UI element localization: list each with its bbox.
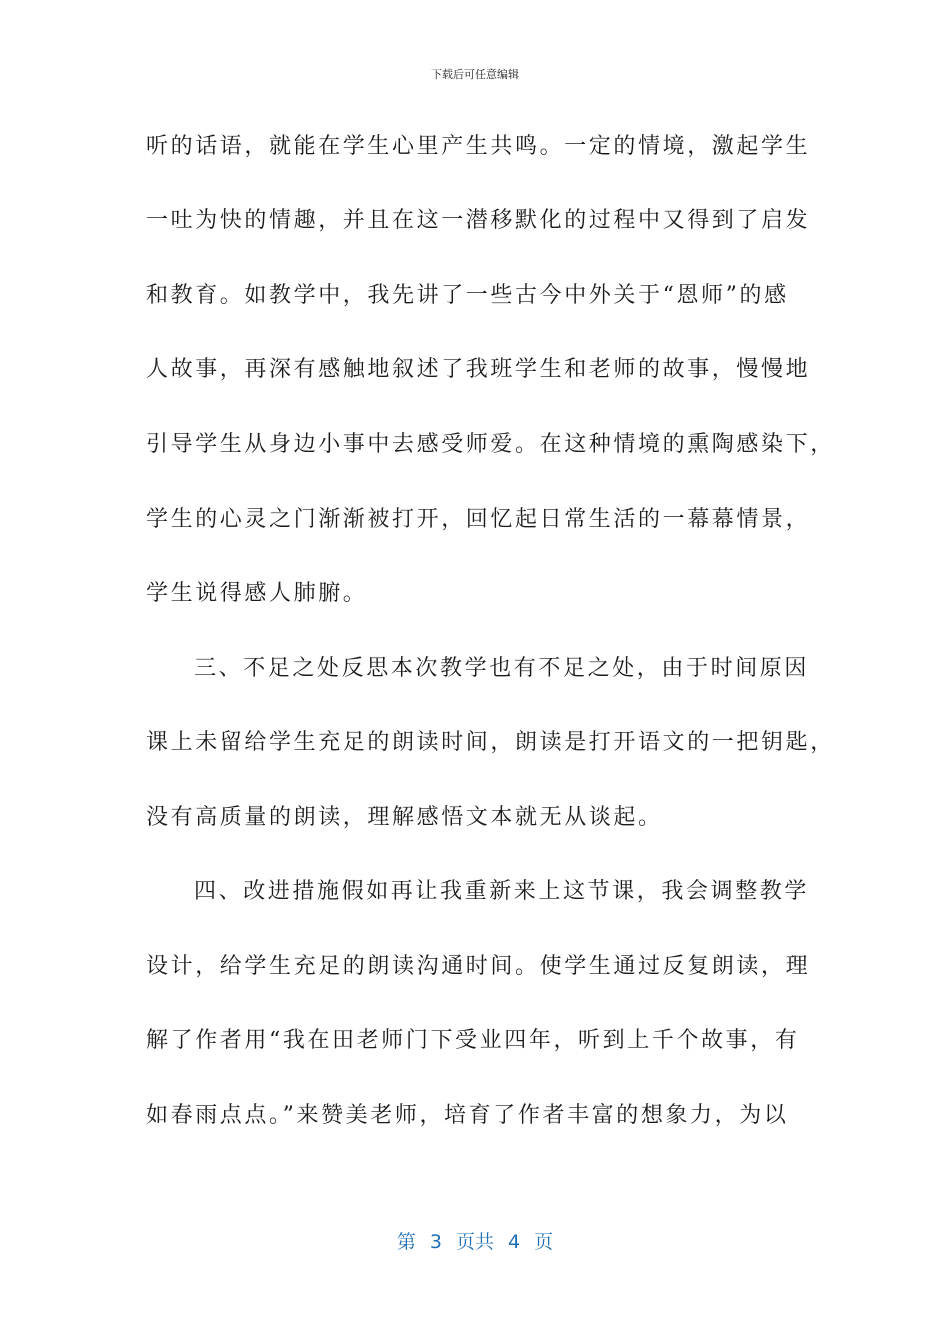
text-line: 四、改进措施假如再让我重新来上这节课，我会调整教学 bbox=[194, 879, 810, 904]
text-line: 一吐为快的情趣，并且在这一潜移默化的过程中又得到了启发 bbox=[146, 208, 811, 233]
page-number-footer: 第 3 页共 4 页 bbox=[396, 1231, 554, 1253]
text-line: 三、不足之处反思本次教学也有不足之处，由于时间原因 bbox=[194, 656, 810, 681]
text-line: 没有高质量的朗读，理解感悟文本就无从谈起。 bbox=[146, 805, 663, 830]
text-line: 学生说得感人肺腑。 bbox=[146, 581, 368, 606]
text-line: 如春雨点点。”来赞美老师，培育了作者丰富的想象力，为以 bbox=[146, 1103, 789, 1128]
text-line: 人故事，再深有感触地叙述了我班学生和老师的故事，慢慢地 bbox=[146, 357, 811, 382]
text-line: 学生的心灵之门渐渐被打开，回忆起日常生活的一幕幕情景， bbox=[146, 507, 811, 532]
text-line: 引导学生从身边小事中去感受师爱。在这种情境的熏陶感染下， bbox=[146, 432, 835, 457]
text-line: 设计，给学生充足的朗读沟通时间。使学生通过反复朗读，理 bbox=[146, 954, 811, 979]
text-line: 听的话语，就能在学生心里产生共鸣。一定的情境，激起学生 bbox=[146, 134, 811, 159]
page-header: 下载后可任意编辑 bbox=[431, 68, 519, 81]
text-line: 解了作者用“我在田老师门下受业四年，听到上千个故事，有 bbox=[146, 1028, 800, 1053]
text-line: 课上未留给学生充足的朗读时间，朗读是打开语文的一把钥匙， bbox=[146, 730, 835, 755]
text-line: 和教育。如教学中，我先讲了一些古今中外关于“恩师”的感 bbox=[146, 283, 789, 308]
